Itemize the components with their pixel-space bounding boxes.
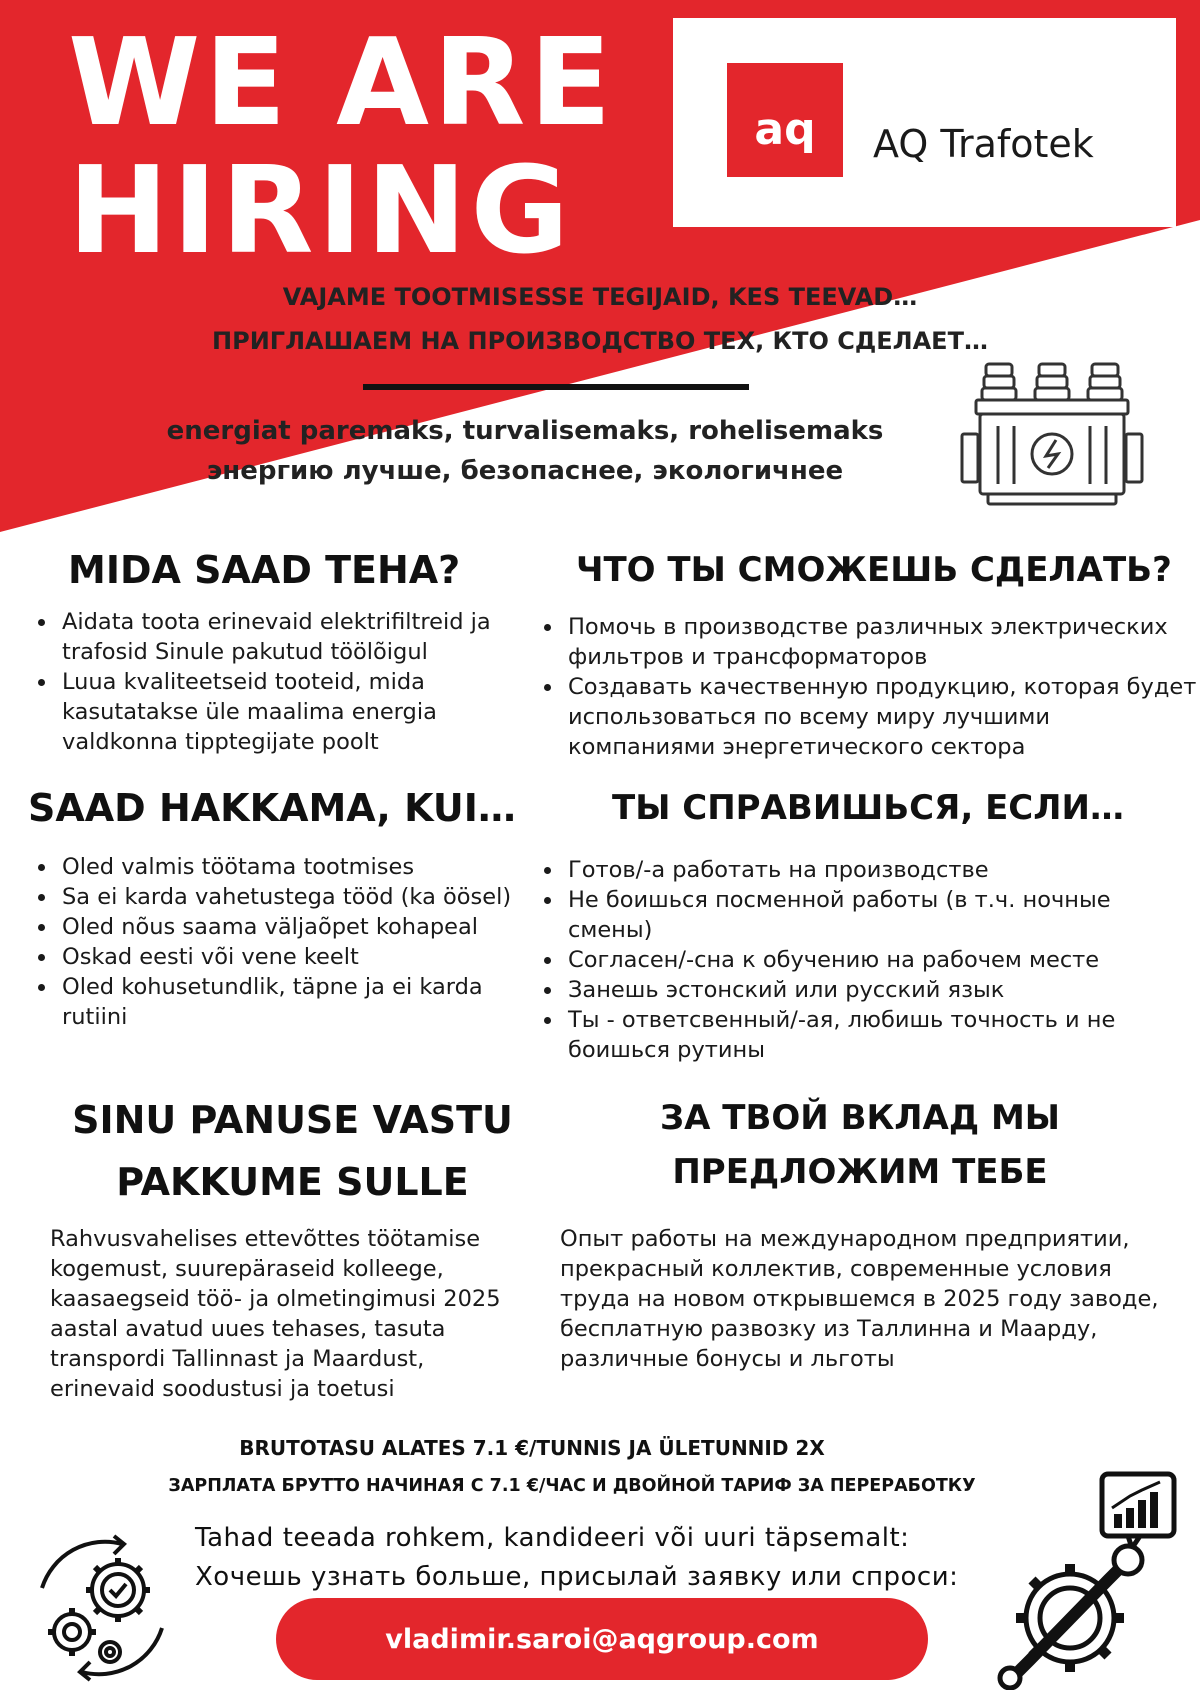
logo-mark — [727, 63, 843, 177]
tasks-list-et — [32, 607, 548, 757]
subtagline-et: energiat paremaks, turvalisemaks, rohelisemaks — [166, 416, 884, 446]
requirements-title-ru: ТЫ СПРАВИШЬСЯ, ЕСЛИ… — [612, 788, 1124, 828]
tasks-title-ru: ЧТО ТЫ СМОЖЕШЬ СДЕЛАТЬ? — [576, 550, 1172, 590]
subtagline-ru: энергию лучше, безопаснее, экологичнее — [206, 456, 844, 486]
offer-title-et-line1: SINU PANUSE VASTU — [72, 1098, 513, 1142]
offer-title-ru-line1: ЗА ТВОЙ ВКЛАД МЫ — [659, 1098, 1061, 1138]
list-item: • Oskad eesti või vene keelt — [58, 942, 548, 972]
list-item: • Не боишься посменной работы (в т.ч. ночные смены) — [564, 885, 1184, 945]
logo-mark-text: aq — [754, 103, 816, 155]
hiring-title-line1: WE ARE — [68, 14, 616, 153]
tasks-title-et: MIDA SAAD TEHA? — [68, 548, 461, 592]
tagline-ru: ПРИГЛАШАЕМ НА ПРОИЗВОДСТВО ТЕХ, КТО СДЕЛАЕТ… — [212, 327, 988, 355]
gears-check-icon — [22, 1528, 182, 1688]
contact-et: Tahad teeada rohkem, kandideeri või uuri täpsemalt: — [195, 1523, 910, 1553]
list-item: • Oled kohusetundlik, täpne ja ei karda rutiini — [58, 972, 548, 1032]
divider — [363, 384, 749, 390]
list-item: • Занешь эстонский или русский язык — [564, 975, 1184, 1005]
list-item: • Luua kvaliteetseid tooteid, mida kasutatakse üle maalima energia valdkonna tipptegijate poolt — [58, 667, 548, 757]
list-item: • Помочь в производстве различных электрических фильтров и трансформаторов — [564, 612, 1200, 672]
list-item: • Согласен/-сна к обучению на рабочем месте — [564, 945, 1184, 975]
tasks-list-ru — [538, 612, 1200, 762]
list-item: • Aidata toota erinevaid elektrifiltreid ja trafosid Sinule pakutud töölõigul — [58, 607, 548, 667]
offer-text-et: Rahvusvahelises ettevõttes töötamise kogemust, suurepäraseid kolleege, kaasaegseid töö- ja olmetingimusi 2025 aastal avatud uues tehases, tasuta transpordi Tallinnast ja Maardust, erinevaid soodustusi ja toetusi — [50, 1226, 501, 1402]
requirements-list-et — [32, 852, 548, 1032]
pay-et: BRUTOTASU ALATES 7.1 €/TUNNIS JA ÜLETUNNID 2X — [239, 1436, 825, 1460]
tagline-et: VAJAME TOOTMISESSE TEGIJAID, KES TEEVAD… — [282, 283, 918, 311]
list-item: • Создавать качественную продукцию, которая будет использоваться по всему миру лучшими компаниями энергетического сектора — [564, 672, 1200, 762]
offer-text-ru: Опыт работы на международном предприятии, прекрасный коллектив, современные условия труда на новом открывшемся в 2025 году заводе, бесплатную развозку из Таллинна и Маарду, различные бонусы и льготы — [560, 1226, 1159, 1372]
offer-title-ru-line2: ПРЕДЛОЖИМ ТЕБЕ — [672, 1152, 1048, 1192]
hiring-title-line2: HIRING — [68, 142, 574, 281]
offer-title-et-line2: PAKKUME SULLE — [116, 1160, 469, 1204]
company-name: AQ Trafotek — [873, 122, 1094, 166]
list-item: • Oled valmis töötama tootmises — [58, 852, 548, 882]
transformer-icon — [958, 358, 1146, 518]
list-item: • Ты - ответсвенный/-ая, любишь точность и не боишься рутины — [564, 1005, 1184, 1065]
wrench-gear-chart-icon — [990, 1468, 1180, 1690]
pay-ru: ЗАРПЛАТА БРУТТО НАЧИНАЯ С 7.1 €/ЧАС И ДВОЙНОЙ ТАРИФ ЗА ПЕРЕРАБОТКУ — [168, 1476, 976, 1496]
contact-ru: Хочешь узнать больше, присылай заявку или спроси: — [195, 1562, 959, 1592]
list-item: • Oled nõus saama väljaõpet kohapeal — [58, 912, 548, 942]
list-item: • Готов/-а работать на производстве — [564, 855, 1184, 885]
requirements-title-et: SAAD HAKKAMA, KUI… — [28, 786, 516, 830]
email-button[interactable]: vladimir.saroi@aqgroup.com — [276, 1598, 928, 1680]
requirements-list-ru — [538, 855, 1184, 1065]
list-item: • Sa ei karda vahetustega tööd (ka öösel) — [58, 882, 548, 912]
